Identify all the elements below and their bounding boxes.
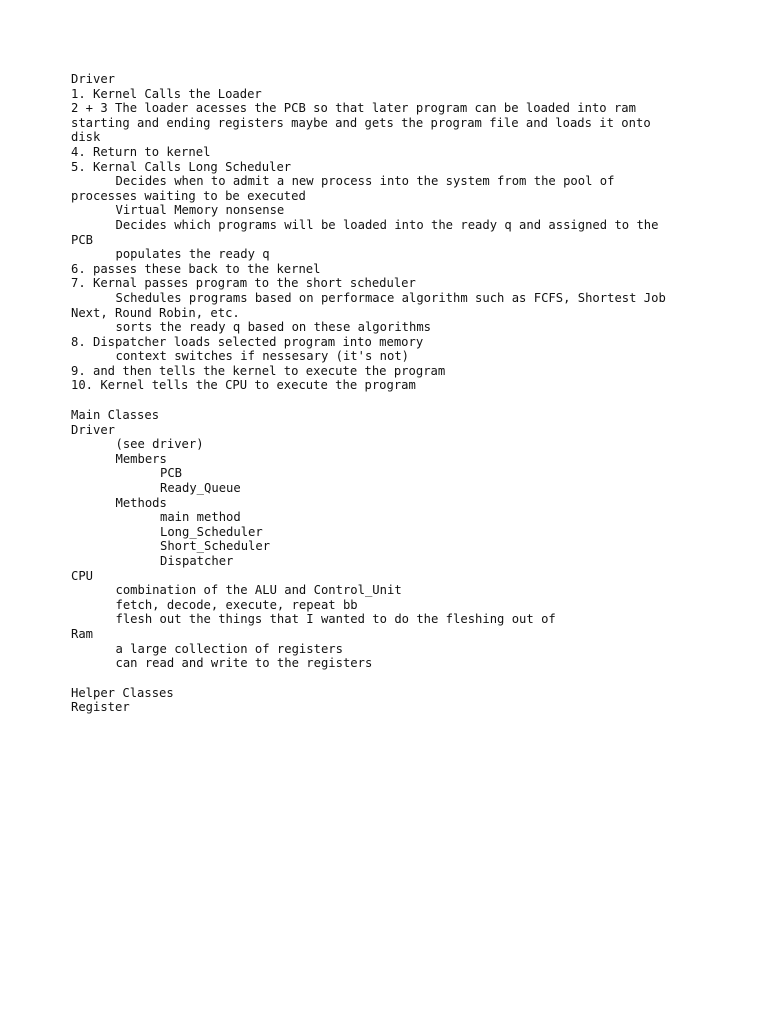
text-line: Driver bbox=[71, 422, 116, 437]
text-line: Dispatcher bbox=[160, 554, 234, 568]
main-classes-section bbox=[71, 408, 711, 671]
text-line: 4. Return to kernel bbox=[71, 144, 211, 159]
text-line: populates the ready q bbox=[115, 247, 270, 262]
text-line: a large collection of registers bbox=[115, 641, 343, 656]
text-line: 2 + 3 The loader acesses the PCB so that later program can be loaded into ram bbox=[71, 101, 636, 116]
text-line: Methods bbox=[115, 495, 167, 510]
text-line: fetch, decode, execute, repeat bb bbox=[115, 597, 358, 612]
text-line: main method bbox=[160, 510, 241, 525]
text-line: Helper Classes bbox=[71, 685, 174, 700]
text-line: 1. Kernel Calls the Loader bbox=[71, 86, 262, 101]
text-line: Decides which programs will be loaded into the ready q and assigned to the bbox=[115, 217, 659, 232]
text-line: 10. Kernel tells the CPU to execute the program bbox=[71, 378, 416, 393]
text-line: Members bbox=[115, 451, 167, 466]
section-gap bbox=[71, 393, 711, 408]
text-line: 6. passes these back to the kernel bbox=[71, 261, 321, 276]
text-line: Ram bbox=[71, 626, 94, 641]
driver-section bbox=[71, 72, 711, 393]
text-line: 8. Dispatcher loads selected program into memory bbox=[71, 334, 424, 349]
text-line: Main Classes bbox=[71, 408, 160, 423]
text-line: flesh out the things that I wanted to do the fleshing out of bbox=[115, 612, 556, 627]
text-line: disk bbox=[71, 130, 101, 145]
text-line: PCB bbox=[160, 466, 183, 481]
text-line: Decides when to admit a new process into the system from the pool of bbox=[115, 174, 615, 189]
text-line: Short_Scheduler bbox=[160, 539, 271, 554]
text-line: Schedules programs based on performace algorithm such as FCFS, Shortest Job bbox=[115, 290, 666, 305]
text-line: 9. and then tells the kernel to execute the program bbox=[71, 363, 446, 378]
text-line: context switches if nessesary (it's not) bbox=[115, 349, 409, 364]
text-line: Ready_Queue bbox=[160, 481, 241, 496]
text-line: Virtual Memory nonsense bbox=[115, 203, 285, 218]
text-line: processes waiting to be executed bbox=[71, 188, 306, 203]
document-page bbox=[71, 72, 711, 715]
text-line: Register bbox=[71, 700, 130, 715]
text-line: Long_Scheduler bbox=[160, 524, 263, 539]
text-line: combination of the ALU and Control_Unit bbox=[115, 583, 402, 598]
text-line: 7. Kernal passes program to the short scheduler bbox=[71, 276, 416, 291]
text-line: CPU bbox=[71, 568, 94, 583]
text-line: PCB bbox=[71, 232, 94, 247]
section-gap bbox=[71, 671, 711, 686]
text-line: can read and write to the registers bbox=[115, 656, 373, 671]
text-line: (see driver) bbox=[115, 437, 204, 452]
text-line: starting and ending registers maybe and gets the program file and loads it onto bbox=[71, 115, 651, 130]
text-line: 5. Kernal Calls Long Scheduler bbox=[71, 159, 292, 174]
text-line: Driver bbox=[71, 72, 116, 86]
helper-classes-section bbox=[71, 686, 711, 715]
text-line: Next, Round Robin, etc. bbox=[71, 305, 240, 320]
text-line: sorts the ready q based on these algorithms bbox=[115, 320, 432, 335]
